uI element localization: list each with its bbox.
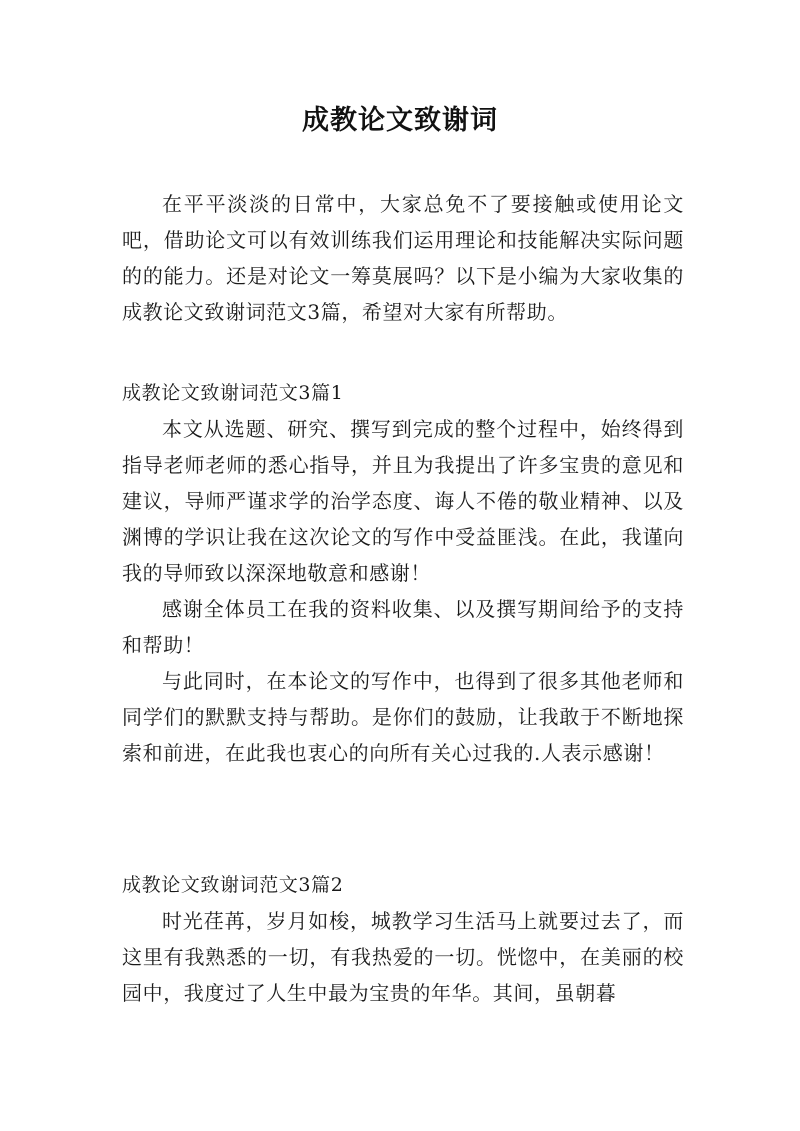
section-2-heading-block bbox=[122, 867, 684, 903]
section-2-paragraph-1: 时光荏苒，岁月如梭，城教学习生活马上就要过去了，而这里有我熟悉的一切，有我热爱的一切。恍惚中，在美丽的校园中，我度过了人生中最为宝贵的年华。其间，虽朝暮 bbox=[122, 909, 684, 1005]
section-1-paragraph-2: 感谢全体员工在我的资料收集、以及撰写期间给予的支持和帮助！ bbox=[122, 597, 684, 657]
intro-section bbox=[122, 186, 684, 330]
section-1-paragraph-3: 与此同时，在本论文的写作中，也得到了很多其他老师和同学们的默默支持与帮助。是你们的鼓励，让我敢于不断地探索和前进，在此我也衷心的向所有关心过我的.人表示感谢！ bbox=[122, 669, 684, 765]
intro-paragraph: 在平平淡淡的日常中，大家总免不了要接触或使用论文吧，借助论文可以有效训练我们运用理论和技能解决实际问题的的能力。还是对论文一筹莫展吗？以下是小编为大家收集的成教论文致谢词范文3篇，希望对大家有所帮助。 bbox=[122, 192, 684, 324]
section-2-heading: 成教论文致谢词范文3篇2 bbox=[122, 874, 344, 896]
section-2-body bbox=[122, 903, 684, 1011]
section-1-heading-block bbox=[122, 375, 684, 411]
section-1-paragraph-1: 本文从选题、研究、撰写到完成的整个过程中，始终得到指导老师老师的悉心指导，并且为我提出了许多宝贵的意见和建议，导师严谨求学的治学态度、诲人不倦的敬业精神、以及渊博的学识让我在这次论文的写作中受益匪浅。在此，我谨向我的导师致以深深地敬意和感谢！ bbox=[122, 417, 684, 585]
section-1-body bbox=[122, 411, 684, 771]
section-1-heading: 成教论文致谢词范文3篇1 bbox=[122, 382, 344, 404]
document-title: 成教论文致谢词 bbox=[302, 105, 498, 136]
